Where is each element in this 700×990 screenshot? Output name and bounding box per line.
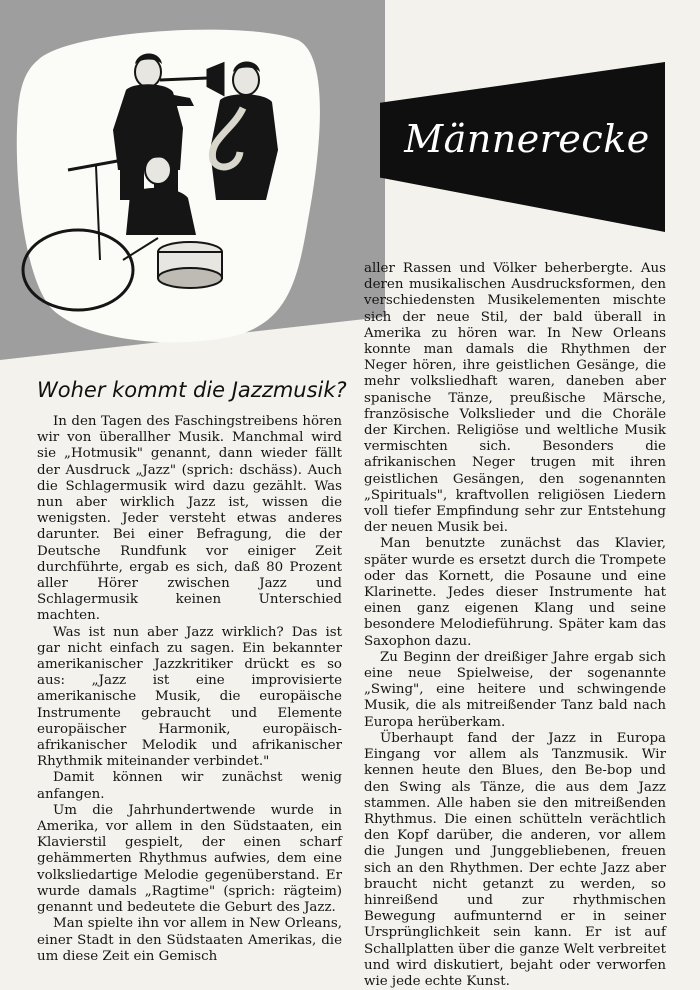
article-headline: Woher kommt die Jazzmusik? [37, 378, 347, 402]
article-left-column [37, 414, 342, 965]
jazz-band-illustration [8, 20, 328, 350]
paragraph: aller Rassen und Völker beherbergte. Aus deren musikalischen Ausdrucksformen, den verschiedensten Musikelementen mischte sich der neue Stil, der bald überall in Amerika zu hören war. In New Orleans konnte man damals die Rhythmen der Neger hören, ihre geistlichen Gesänge, die mehr volksliedhaft waren, daneben aber spanische Tänze, preußische Märsche, französische Volkslieder und die Choräle der Kirchen. Religiöse und weltliche Musik vermischten sich. Besonders die afrikanischen Neger trugen mit ihren geistlichen Gesängen, den sogenannten „Spirituals", kraftvollen religiösen Liedern voll tiefer Empfindung sehr zur Entstehung der neuen Musik bei. [364, 261, 666, 536]
section-title: Männerecke [404, 117, 650, 161]
paragraph: Zu Beginn der dreißiger Jahre ergab sich eine neue Spielweise, der sogenannte „Swing", eine heitere und schwingende Musik, die als mitreißender Tanz bald nach Europa herüberkam. [364, 649, 666, 730]
paragraph: Überhaupt fand der Jazz in Europa Eingang vor allem als Tanzmusik. Wir kennen heute den Blues, den Be-bop und den Swing als Tänze, die aus dem Jazz stammen. Alle haben sie den mitreißenden Rhythmus. Die einen schütteln verächtlich den Kopf darüber, die anderen, vor allem die Jungen und Junggebliebenen, freuen sich an den Rhythmen. Der echte Jazz aber braucht nicht getanzt zu werden, so hinreißend und zur rhythmischen Bewegung aufmunternd er in seiner Ursprünglichkeit sein kann. Er ist auf Schallplatten über die ganze Welt verbreitet und wird diskutiert, bejaht oder verworfen wie jede echte Kunst. [364, 730, 666, 989]
paragraph: Um die Jahrhundertwende wurde in Amerika, vor allem in den Südstaaten, ein Klavierstil gespielt, der einen scharf gehämmerten Rhythmus aufwies, dem eine volksliedartige Melodie gegenüberstand. Er wurde damals „Ragtime" (sprich: rägteim) genannt und bedeutete die Geburt des Jazz. [37, 802, 342, 916]
paragraph: Damit können wir zunächst wenig anfangen. [37, 770, 342, 802]
paragraph: Was ist nun aber Jazz wirklich? Das ist gar nicht einfach zu sagen. Ein bekannter amerikanischer Jazzkritiker drückt es so aus: „Jazz ist eine improvisierte amerikanische Musik, die europäische Instrumente gebraucht und Elemente europäischer Harmonik, europäisch-afrikanischer Melodik und afrikanischer Rhythmik miteinander verbindet." [37, 624, 342, 770]
paragraph: Man spielte ihn vor allem in New Orleans, einer Stadt in den Südstaaten Amerikas, die um diese Zeit ein Gemisch [37, 916, 342, 964]
article-right-column [364, 261, 666, 990]
paragraph: Man benutzte zunächst das Klavier, später wurde es ersetzt durch die Trompete oder das Kornett, die Posaune und eine Klarinette. Jedes dieser Instrumente hat einen ganz eigenen Klang und seine besondere Melodieführung. Später kam das Saxophon dazu. [364, 536, 666, 649]
paragraph: In den Tagen des Faschingstreibens hören wir von überallher Musik. Manchmal wird sie „Hotmusik" genannt, dann wieder fällt der Ausdruck „Jazz" (sprich: dschäss). Auch die Schlagermusik wird dazu gezählt. Was nun aber wirklich Jazz ist, wissen die wenigsten. Jeder versteht etwas anderes darunter. Bei einer Befragung, die der Deutsche Rundfunk vor einiger Zeit durchführte, ergab es sich, daß 80 Prozent aller Hörer zwischen Jazz und Schlagermusik keinen Unterschied machten. [37, 414, 342, 624]
